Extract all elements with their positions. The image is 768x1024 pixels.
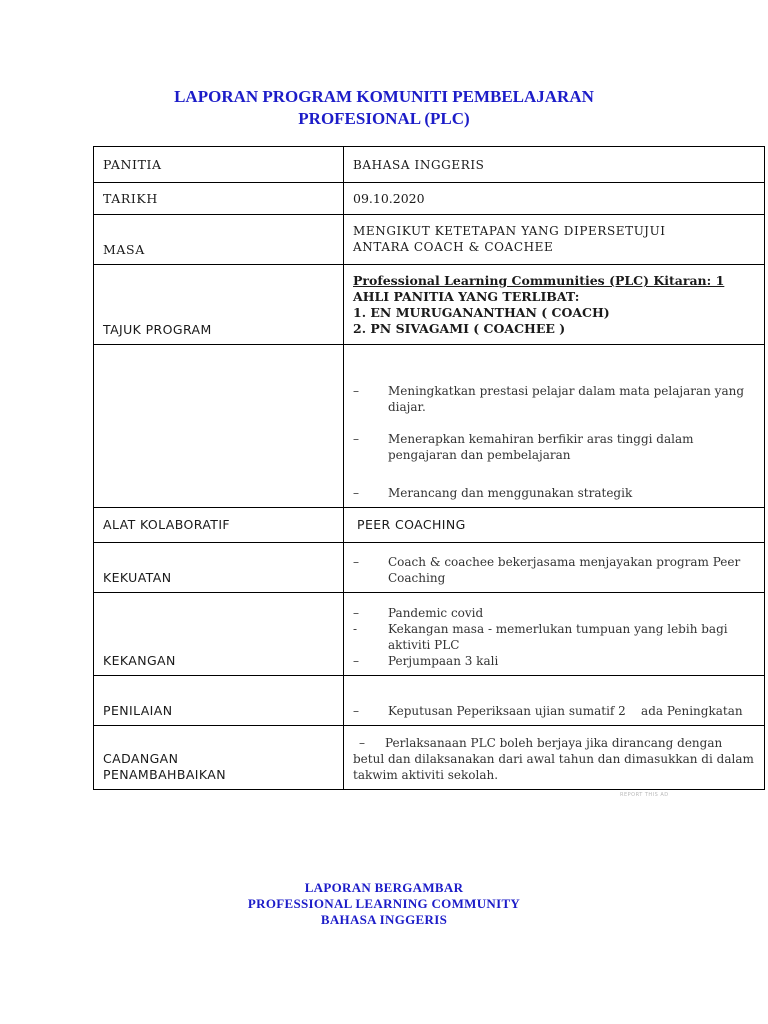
value-alat-kolaboratif (344, 508, 765, 543)
cadangan-bullet: – (359, 736, 365, 750)
kekangan-item: – Pandemic covid (353, 606, 484, 620)
value-kekangan (344, 593, 765, 676)
footer-line-2: PROFESSIONAL LEARNING COMMUNITY (247, 896, 521, 911)
label-kekuatan: KEKUATAN (94, 543, 344, 593)
cadangan-text: Perlaksanaan PLC boleh berjaya jika dirancang dengan betul dan dilaksanakan dari awal tahun dan dimasukkan di dalam takwim aktiviti sekolah. (353, 736, 754, 782)
row-cadangan (94, 726, 765, 790)
alat-value-text: PEER COACHING (357, 517, 466, 532)
value-cadangan (344, 726, 765, 790)
row-panitia (94, 147, 765, 183)
label-objektif-empty (94, 345, 344, 508)
kekangan-item: - Kekangan masa - memerlukan tumpuan yang lebih bagi aktiviti PLC (353, 622, 728, 652)
objektif-item: – Meningkatkan prestasi pelajar dalam mata pelajaran yang diajar. (353, 384, 745, 414)
kekuatan-item: – Coach & coachee bekerjasama menjayakan program Peer Coaching (353, 555, 741, 585)
objektif-item: – Menerapkan kemahiran berfikir aras tinggi dalam pengajaran dan pembelajaran (353, 432, 694, 462)
value-tajuk-program (344, 265, 765, 345)
value-masa (344, 215, 765, 265)
masa-line-2: ANTARA COACH & COACHEE (353, 240, 554, 254)
tajuk-line-4: 2. PN SIVAGAMI ( COACHEE ) (353, 321, 566, 336)
value-penilaian (344, 676, 765, 726)
label-tarikh: TARIKH (94, 183, 344, 215)
tajuk-line-2: AHLI PANITIA YANG TERLIBAT: (353, 289, 580, 304)
report-ad-link[interactable]: REPORT THIS AD (620, 792, 669, 798)
document-title (0, 86, 768, 130)
value-tarikh: 09.10.2020 (344, 183, 765, 215)
row-masa (94, 215, 765, 265)
label-tajuk-program: TAJUK PROGRAM (94, 265, 344, 345)
label-alat-kolaboratif: ALAT KOLABORATIF (94, 508, 344, 543)
footer-line-1: LAPORAN BERGAMBAR (304, 880, 464, 895)
cadangan-label-line-2: PENAMBAHBAIKAN (103, 767, 226, 782)
label-panitia: PANITIA (94, 147, 344, 183)
title-line-2: PROFESIONAL (PLC) (298, 109, 470, 128)
value-objektif (344, 345, 765, 508)
title-line-1: LAPORAN PROGRAM KOMUNITI PEMBELAJARAN (174, 87, 594, 106)
label-masa: MASA (94, 215, 344, 265)
label-penilaian: PENILAIAN (94, 676, 344, 726)
row-objektif (94, 345, 765, 508)
value-panitia: BAHASA INGGERIS (344, 147, 765, 183)
row-penilaian (94, 676, 765, 726)
penilaian-item: – Keputusan Peperiksaan ujian sumatif 2 ada Peningkatan (353, 704, 743, 718)
tajuk-line-1: Professional Learning Communities (PLC) Kitaran: 1 (353, 273, 725, 288)
masa-line-1: MENGIKUT KETETAPAN YANG DIPERSETUJUI (353, 224, 666, 238)
report-table (93, 146, 765, 790)
footer-heading (0, 880, 768, 928)
kekangan-item: – Perjumpaan 3 kali (353, 654, 499, 668)
label-kekangan: KEKANGAN (94, 593, 344, 676)
value-kekuatan (344, 543, 765, 593)
row-tarikh (94, 183, 765, 215)
footer-line-3: BAHASA INGGERIS (320, 912, 448, 927)
tajuk-line-3: 1. EN MURUGANANTHAN ( COACH) (353, 305, 610, 320)
row-alat-kolaboratif (94, 508, 765, 543)
row-tajuk-program (94, 265, 765, 345)
cadangan-label-line-1: CADANGAN (103, 751, 179, 766)
row-kekangan (94, 593, 765, 676)
objektif-item: – Merancang dan menggunakan strategik (353, 486, 633, 500)
row-kekuatan (94, 543, 765, 593)
label-cadangan (94, 726, 344, 790)
